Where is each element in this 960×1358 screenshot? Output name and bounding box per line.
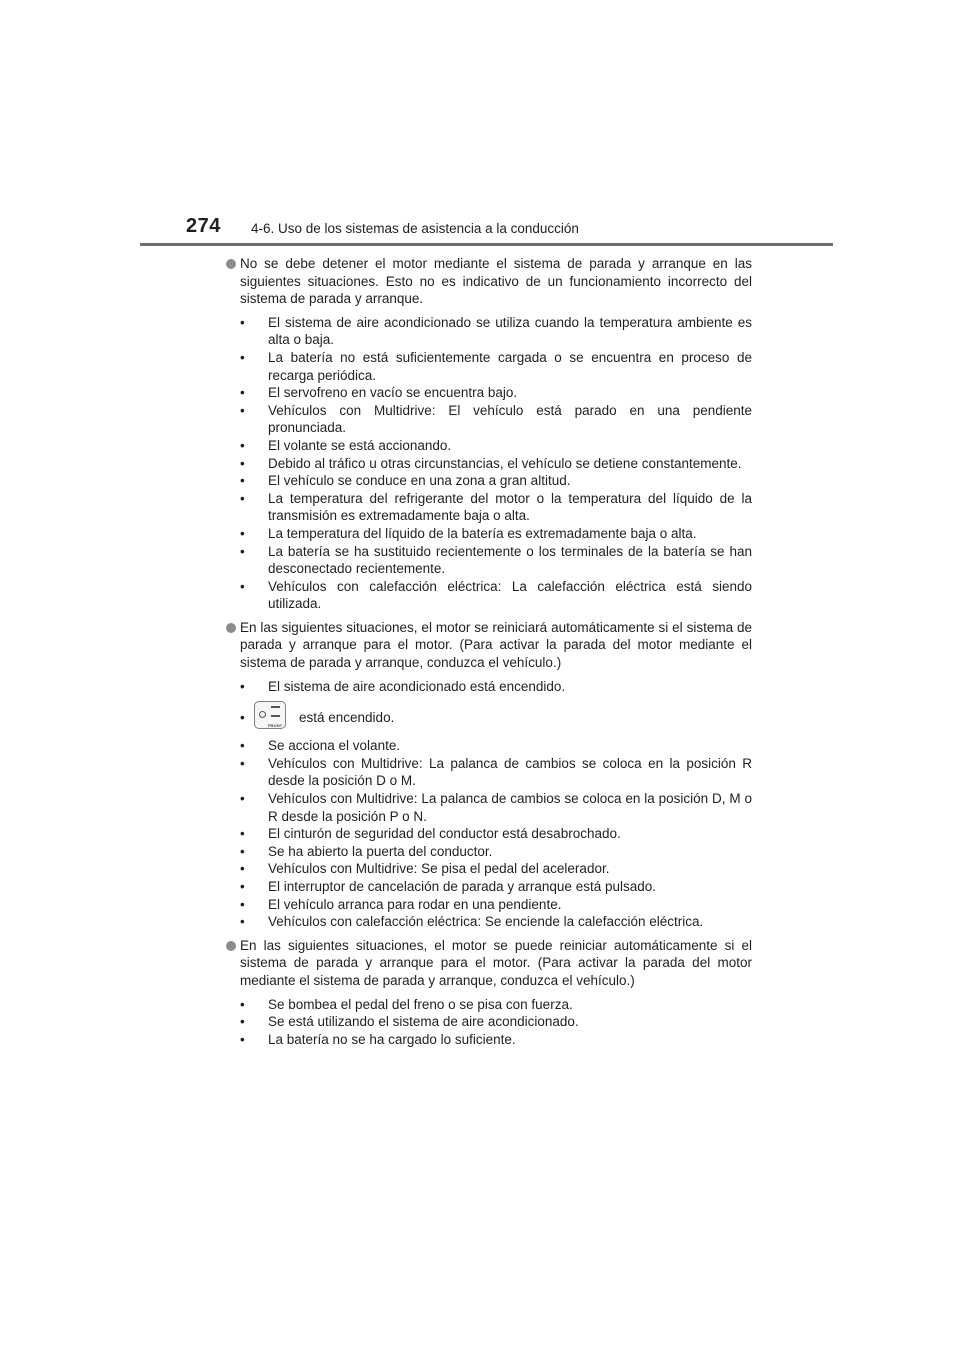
bullet: • [240,437,245,453]
defogger-symbol-icon [271,706,280,717]
bullet: • [240,1031,245,1047]
bullet: • [240,578,245,594]
list-item [240,737,752,755]
list-item-with-icon [240,701,752,731]
list-item [240,543,752,578]
list-item-text: La temperatura del refrigerante del motor o la temperatura del líquido de la transmisión es extremadamente baja o alta. [268,490,752,524]
page-number: 274 [186,215,221,237]
bullet: • [240,385,245,401]
switch-label: FRONT [268,723,283,729]
bullet: • [240,473,245,489]
bullet: • [240,1014,245,1030]
list-item-text: Vehículos con Multidrive: La palanca de cambios se coloca en la posición D, M o R desde la posición P o N. [268,791,752,824]
list-item [240,437,752,455]
header-divider [140,243,833,246]
bullet: • [240,843,245,859]
list-item [240,525,752,543]
list-item [240,1013,752,1031]
page-content [226,255,752,1054]
lead-text: En las siguientes situaciones, el motor se puede reiniciar automáticamente si el sistema de parada y arranque para el motor. (Para activar la parada del motor mediante el sistema de parada y arranque, conduzca el vehículo.) [240,937,752,988]
bullet: • [240,755,245,771]
section-title: 4-6. Uso de los sistemas de asistencia a la conducción [251,221,579,236]
list-item-text: El volante se está accionando. [268,437,452,453]
bullet: • [240,710,245,726]
list-item-text: Vehículos con calefacción eléctrica: Se enciende la calefacción eléctrica. [268,914,704,930]
list-item-text: Se acciona el volante. [268,738,401,754]
page-header [0,0,960,250]
bullet: • [240,349,245,365]
list-item [240,472,752,490]
lead-text: En las siguientes situaciones, el motor se reiniciará automáticamente si el sistema de parada y arranque para el motor. (Para activar la parada del motor mediante el sistema de parada y arranque, conduzca el vehículo.) [240,619,752,671]
lead-paragraph [226,937,752,990]
list-item-text: Se bombea el pedal del freno o se pisa con fuerza. [268,996,573,1012]
list-item [240,314,752,349]
bullet: • [240,879,245,894]
list-item-text: El sistema de aire acondicionado se utiliza cuando la temperatura ambiente es alta o baja. [268,314,752,348]
list-item-text: El vehículo se conduce en una zona a gran altitud. [268,473,571,489]
list-item-text: El sistema de aire acondicionado está encendido. [268,678,566,694]
bullet: • [240,490,245,506]
list-item-text: El vehículo arranca para rodar en una pendiente. [268,896,562,912]
bullet: • [240,896,245,912]
list-item-text: Vehículos con Multidrive: La palanca de cambios se coloca en la posición R desde la posición D o M. [268,755,752,789]
bullet: • [240,996,245,1012]
lead-text: No se debe detener el motor mediante el sistema de parada y arranque en las siguientes situaciones. Esto no es indicativo de un funcionamiento incorrecto del sistema de parada y arranque. [240,256,752,307]
condition-block-may-restart [226,937,752,1049]
list-item [240,913,752,931]
bullet: • [240,738,245,754]
list-item-text: La batería se ha sustituido recientemente o los terminales de la batería se han desconectado recientemente. [268,543,752,577]
list-item [240,578,752,613]
bullet: • [240,914,245,930]
list-item [240,384,752,402]
list-item [240,349,752,384]
bullet: • [240,402,245,418]
list-item-text: La batería no se ha cargado lo suficiente. [268,1031,516,1047]
indicator-light-icon [259,711,266,718]
front-defogger-switch-icon [254,701,286,729]
list-item [240,825,752,843]
list-item [240,455,752,473]
list-item [240,896,752,914]
circle-bullet-icon [226,623,236,633]
list-item [240,996,752,1014]
bullet: • [240,791,245,807]
bullet: • [240,678,245,694]
list-item-text: El interruptor de cancelación de parada y arranque está pulsado. [268,879,656,894]
list-item-text: Debido al tráfico u otras circunstancias, el vehículo se detiene constantemente. [268,455,742,471]
condition-list [226,678,752,931]
list-item-text: Vehículos con Multidrive: Se pisa el pedal del acelerador. [268,861,610,877]
list-item [240,843,752,861]
list-item [240,860,752,878]
list-item [240,402,752,437]
list-item-text: Se ha abierto la puerta del conductor. [268,843,493,859]
list-item [240,1031,752,1049]
list-item-text: Vehículos con calefacción eléctrica: La calefacción eléctrica está siendo utilizada. [268,578,752,612]
lead-paragraph [226,255,752,308]
list-item-text: El cinturón de seguridad del conductor está desabrochado. [268,826,621,842]
bullet: • [240,455,245,471]
bullet: • [240,314,245,330]
bullet: • [240,861,245,877]
bullet: • [240,826,245,842]
list-item-text: Se está utilizando el sistema de aire acondicionado. [268,1014,579,1030]
bullet: • [240,525,245,541]
list-item [240,755,752,790]
list-item-text: Vehículos con Multidrive: El vehículo está parado en una pendiente pronunciada. [268,402,752,436]
list-item-text: La batería no está suficientemente cargada o se encuentra en proceso de recarga periódica. [268,349,752,383]
list-item-text: El servofreno en vacío se encuentra bajo. [268,385,518,401]
bullet: • [240,543,245,559]
lead-paragraph [226,619,752,672]
condition-block-no-stop [226,255,752,613]
list-item [240,678,752,696]
condition-block-auto-restart [226,619,752,931]
circle-bullet-icon [226,259,236,269]
circle-bullet-icon [226,941,236,951]
list-item [240,490,752,525]
list-item [240,790,752,825]
list-item-text: está encendido. [299,710,395,726]
list-item [240,878,752,896]
condition-list [226,996,752,1049]
list-item-text: La temperatura del líquido de la batería es extremadamente baja o alta. [268,525,697,541]
condition-list [226,314,752,613]
